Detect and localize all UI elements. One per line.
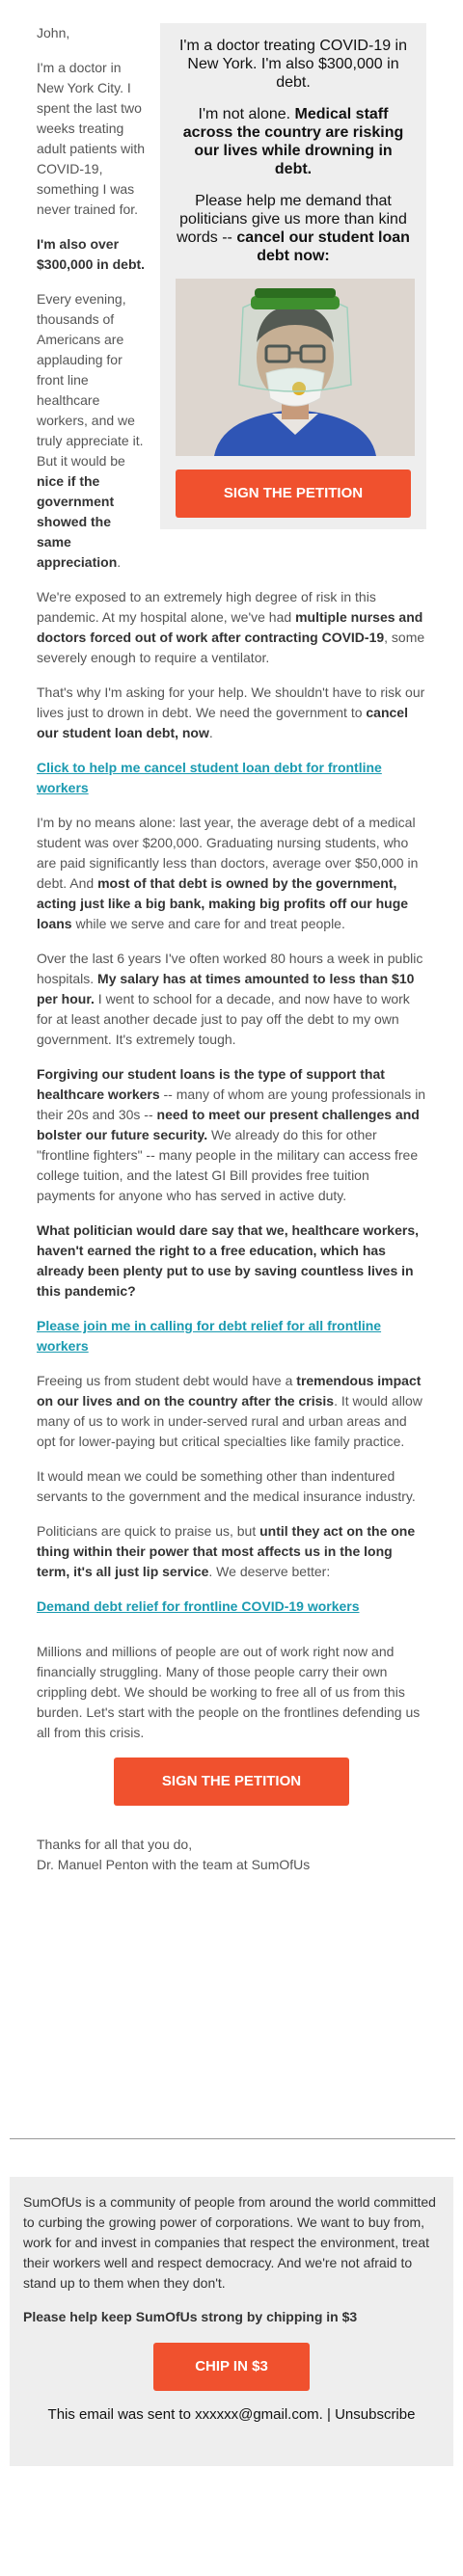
help-paragraph: That's why I'm asking for your help. We shouldn't have to risk our lives just to drown in debt. We need the government to cancel our student loan debt, now.	[37, 684, 425, 740]
sent-to-notice: This email was sent to xxxxxx@gmail.com. | Unsubscribe	[47, 2406, 416, 2423]
footer	[10, 2177, 453, 2466]
debt-statement: I'm also over $300,000 in debt.	[37, 236, 146, 272]
cancel-debt-link[interactable]: Click to help me cancel student loan debt for frontline workers	[37, 760, 382, 795]
email-body	[37, 23, 426, 1875]
sidebar-not-alone: I'm not alone. Medical staff across the country are risking our lives while drowning in debt.	[182, 106, 404, 177]
forgiveness-paragraph: Forgiving our student loans is the type of support that healthcare workers -- many of whom are young professionals in their 20s and 30s -- need to meet our present challenges and bolster our future security. We already do this for other "frontline fighters" -- many people in the military can access free college tuition, and the latest GI Bill provides free tuition payments for anyone who has served in active duty.	[37, 1066, 426, 1203]
sidebar-sign-petition-button[interactable]: SIGN THE PETITION	[176, 470, 411, 518]
sidebar-intro: I'm a doctor treating COVID-19 in New York. I'm also $300,000 in debt.	[178, 38, 408, 91]
average-debt-paragraph: I'm by no means alone: last year, the average debt of a medical student was over $200,000. Graduating nursing students, who are paid significantly less than doctors, average over $50,000 in debt. And most of that debt is owned by the government, acting just like a big bank, making big profits off our huge loans while we serve and care for and treat people.	[37, 815, 419, 931]
signature	[37, 1835, 426, 1875]
link-paragraph-2	[37, 1316, 426, 1356]
appreciation-paragraph: Every evening, thousands of Americans are applauding for front line healthcare workers, and we truly appreciate it. But it would be nice if the government showed the same appreciation.	[37, 291, 144, 570]
link-paragraph-1	[37, 758, 426, 798]
demand-relief-link[interactable]: Demand debt relief for frontline COVID-19 workers	[37, 1598, 360, 1614]
signoff-line: Thanks for all that you do,	[37, 1837, 193, 1852]
intro-paragraph: I'm a doctor in New York City. I spent the last two weeks treating adult patients with COVID-19, something I was never trained for.	[37, 60, 146, 217]
salary-paragraph: Over the last 6 years I've often worked 80 hours a week in public hospitals. My salary has at times amounted to less than $10 per hour. I went to school for a decade, and now have to work for at least another decade just to pay off the debt to my own government. It's extremely tough.	[37, 951, 423, 1047]
doctor-photo	[176, 279, 415, 456]
donation-appeal: Please help keep SumOfUs strong by chipping in $3	[23, 2309, 358, 2324]
sidebar-request: Please help me demand that politicians give us more than kind words -- cancel our student loan debt now:	[177, 193, 410, 264]
greeting: John,	[37, 25, 70, 40]
politician-question: What politician would dare say that we, healthcare workers, haven't earned the right to a free education, which has already been plenty put to use by saving countless lives in this pandemic?	[37, 1222, 419, 1299]
petition-sidebar	[160, 23, 426, 529]
sign-petition-button[interactable]: SIGN THE PETITION	[114, 1758, 349, 1806]
risk-paragraph: We're exposed to an extremely high degree of risk in this pandemic. At my hospital alone, we've had multiple nurses and doctors forced out of work after contracting COVID-19, some severely enough to require a ventilator.	[37, 589, 425, 665]
lip-service-paragraph: Politicians are quick to praise us, but until they act on the one thing within their power that most affects us in the long term, it's all just lip service. We deserve better:	[37, 1523, 416, 1579]
doctor-illustration	[176, 279, 415, 456]
link-paragraph-3	[37, 1597, 426, 1617]
signer-name: Dr. Manuel Penton with the team at SumOfUs	[37, 1857, 311, 1872]
chip-in-button[interactable]: CHIP IN $3	[153, 2343, 310, 2391]
impact-paragraph: Freeing us from student debt would have a tremendous impact on our lives and on the country after the crisis. It would allow many of us to work in under-served rural and urban areas and opt for lower-paying but critical specialties like family practice.	[37, 1373, 422, 1449]
debt-relief-link[interactable]: Please join me in calling for debt relief for all frontline workers	[37, 1318, 382, 1354]
closing-paragraph: Millions and millions of people are out of work right now and financially struggling. Many of those people carry their own crippling debt. We should be working to free all of us from this burden. Let's start with the people on the frontlines defending us all from this crisis.	[37, 1644, 421, 1740]
footer-divider	[10, 2138, 455, 2139]
servants-paragraph: It would mean we could be something other than indentured servants to the government and the medical insurance industry.	[37, 1468, 416, 1504]
about-sumofus: SumOfUs is a community of people from around the world committed to curbing the growing power of corporations. We want to buy from, work for and invest in companies that respect the environment, treat their workers well and respect democracy. And we're not afraid to stand up to them when they don't.	[23, 2194, 436, 2291]
